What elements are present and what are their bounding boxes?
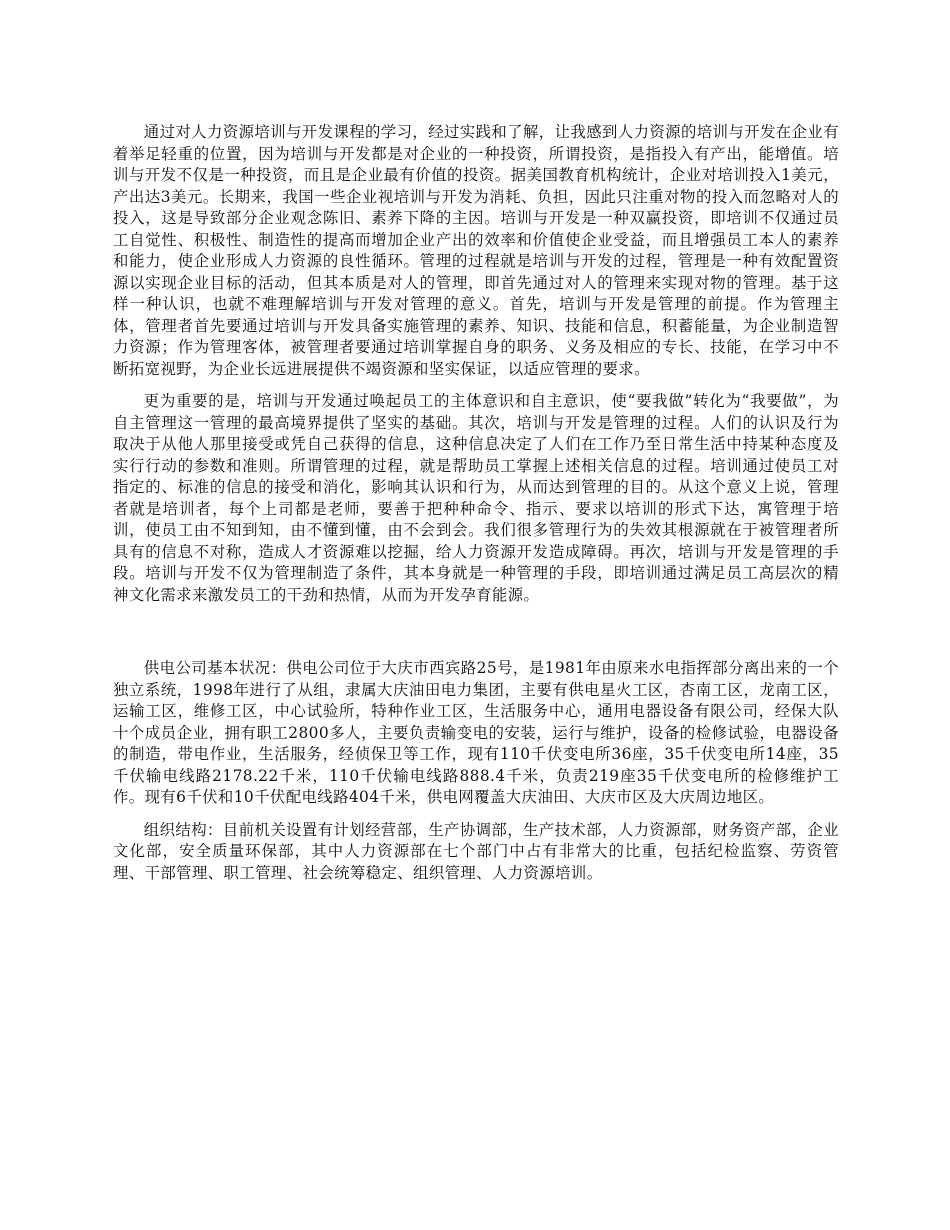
paragraph-training-management: 更为重要的是，培训与开发通过唤起员工的主体意识和自主意识，使“要我做”转化为“我要做”，为自主管理这一管理的最高境界提供了坚实的基础。其次，培训与开发是管理的过程。人们的认识及行为取决于从他人那里接受或凭自己获得的信息，这种信息决定了人们在工作乃至日常生活中持某种态度及实行行动的参数和准则。所谓管理的过程，就是帮助员工掌握上述相关信息的过程。培训通过使员工对指定的、标准的信息的接受和消化，影响其认识和行为，从而达到管理的目的。从这个意义上说，管理者就是培训者，每个上司都是老师，要善于把种种命令、指示、要求以培训的形式下达，寓管理于培训，使员工由不知到知，由不懂到懂，由不会到会。我们很多管理行为的失效其根源就在于被管理者所具有的信息不对称，造成人才资源难以挖掘，给人力资源开发造成障碍。再次，培训与开发是管理的手段。培训与开发不仅为管理制造了条件，其本身就是一种管理的手段，即培训通过满足员工高层次的精神文化需求来激发员工的干劲和热情，从而为开发孕育能源。 — [113, 392, 839, 604]
section-gap — [113, 606, 839, 658]
paragraph-gap — [113, 380, 839, 391]
paragraph-training-investment: 通过对人力资源培训与开发课程的学习，经过实践和了解，让我感到人力资源的培训与开发在企业有着举足轻重的位置，因为培训与开发都是对企业的一种投资，所谓投资，是指投入有产出，能增值。培训与开发不仅是一种投资，而且是企业最有价值的投资。据美国教育机构统计，企业对培训投入1美元，产出达3美元。长期来，我国一些企业视培训与开发为消耗、负担，因此只注重对物的投入而忽略对人的投入，这是导致部分企业观念陈旧、素养下降的主因。培训与开发是一种双赢投资，即培训不仅通过员工自觉性、积极性、制造性的提高而增加企业产出的效率和价值使企业受益，而且增强员工本人的素养和能力，使企业形成人力资源的良性循环。管理的过程就是培训与开发的过程，管理是一种有效配置资源以实现企业目标的活动，但其本质是对人的管理，即首先通过对人的管理来实现对物的管理。基于这样一种认识，也就不难理解培训与开发对管理的意义。首先，培训与开发是管理的前提。作为管理主体，管理者首先要通过培训与开发具备实施管理的素养、知识、技能和信息，积蓄能量，为企业制造智力资源；作为管理客体，被管理者要通过培训掌握自身的职务、义务及相应的专长、技能，在学习中不断拓宽视野，为企业长远进展提供不竭资源和坚实保证，以适应管理的要求。 — [113, 123, 839, 378]
paragraph-gap — [113, 809, 839, 820]
paragraph-organization-structure: 组织结构：目前机关设置有计划经营部，生产协调部，生产技术部，人力资源部，财务资产部，企业文化部，安全质量环保部，其中人力资源部在七个部门中占有非常大的比重，包括纪检监察、劳资管理、干部管理、职工管理、社会统筹稳定、组织管理、人力资源培训。 — [113, 820, 839, 882]
document-body — [113, 122, 839, 884]
paragraph-company-overview: 供电公司基本状况：供电公司位于大庆市西宾路25号，是1981年由原来水电指挥部分离出来的一个独立系统，1998年进行了从组，隶属大庆油田电力集团，主要有供电星火工区，杏南工区，龙南工区，运输工区，维修工区，中心试验所，特种作业工区，生活服务中心，通用电器设备有限公司，经保大队十个成员企业，拥有职工2800多人，主要负责输变电的安装，运行与维护，设备的检修试验，电器设备的制造，带电作业，生活服务，经侦保卫等工作，现有110千伏变电所36座，35千伏变电所14座，35千伏输电线路2178.22千米，110千伏输电线路888.4千米，负责219座35千伏变电所的检修维护工作。现有6千伏和10千伏配电线路404千米，供电网覆盖大庆油田、大庆市区及大庆周边地区。 — [113, 659, 839, 806]
